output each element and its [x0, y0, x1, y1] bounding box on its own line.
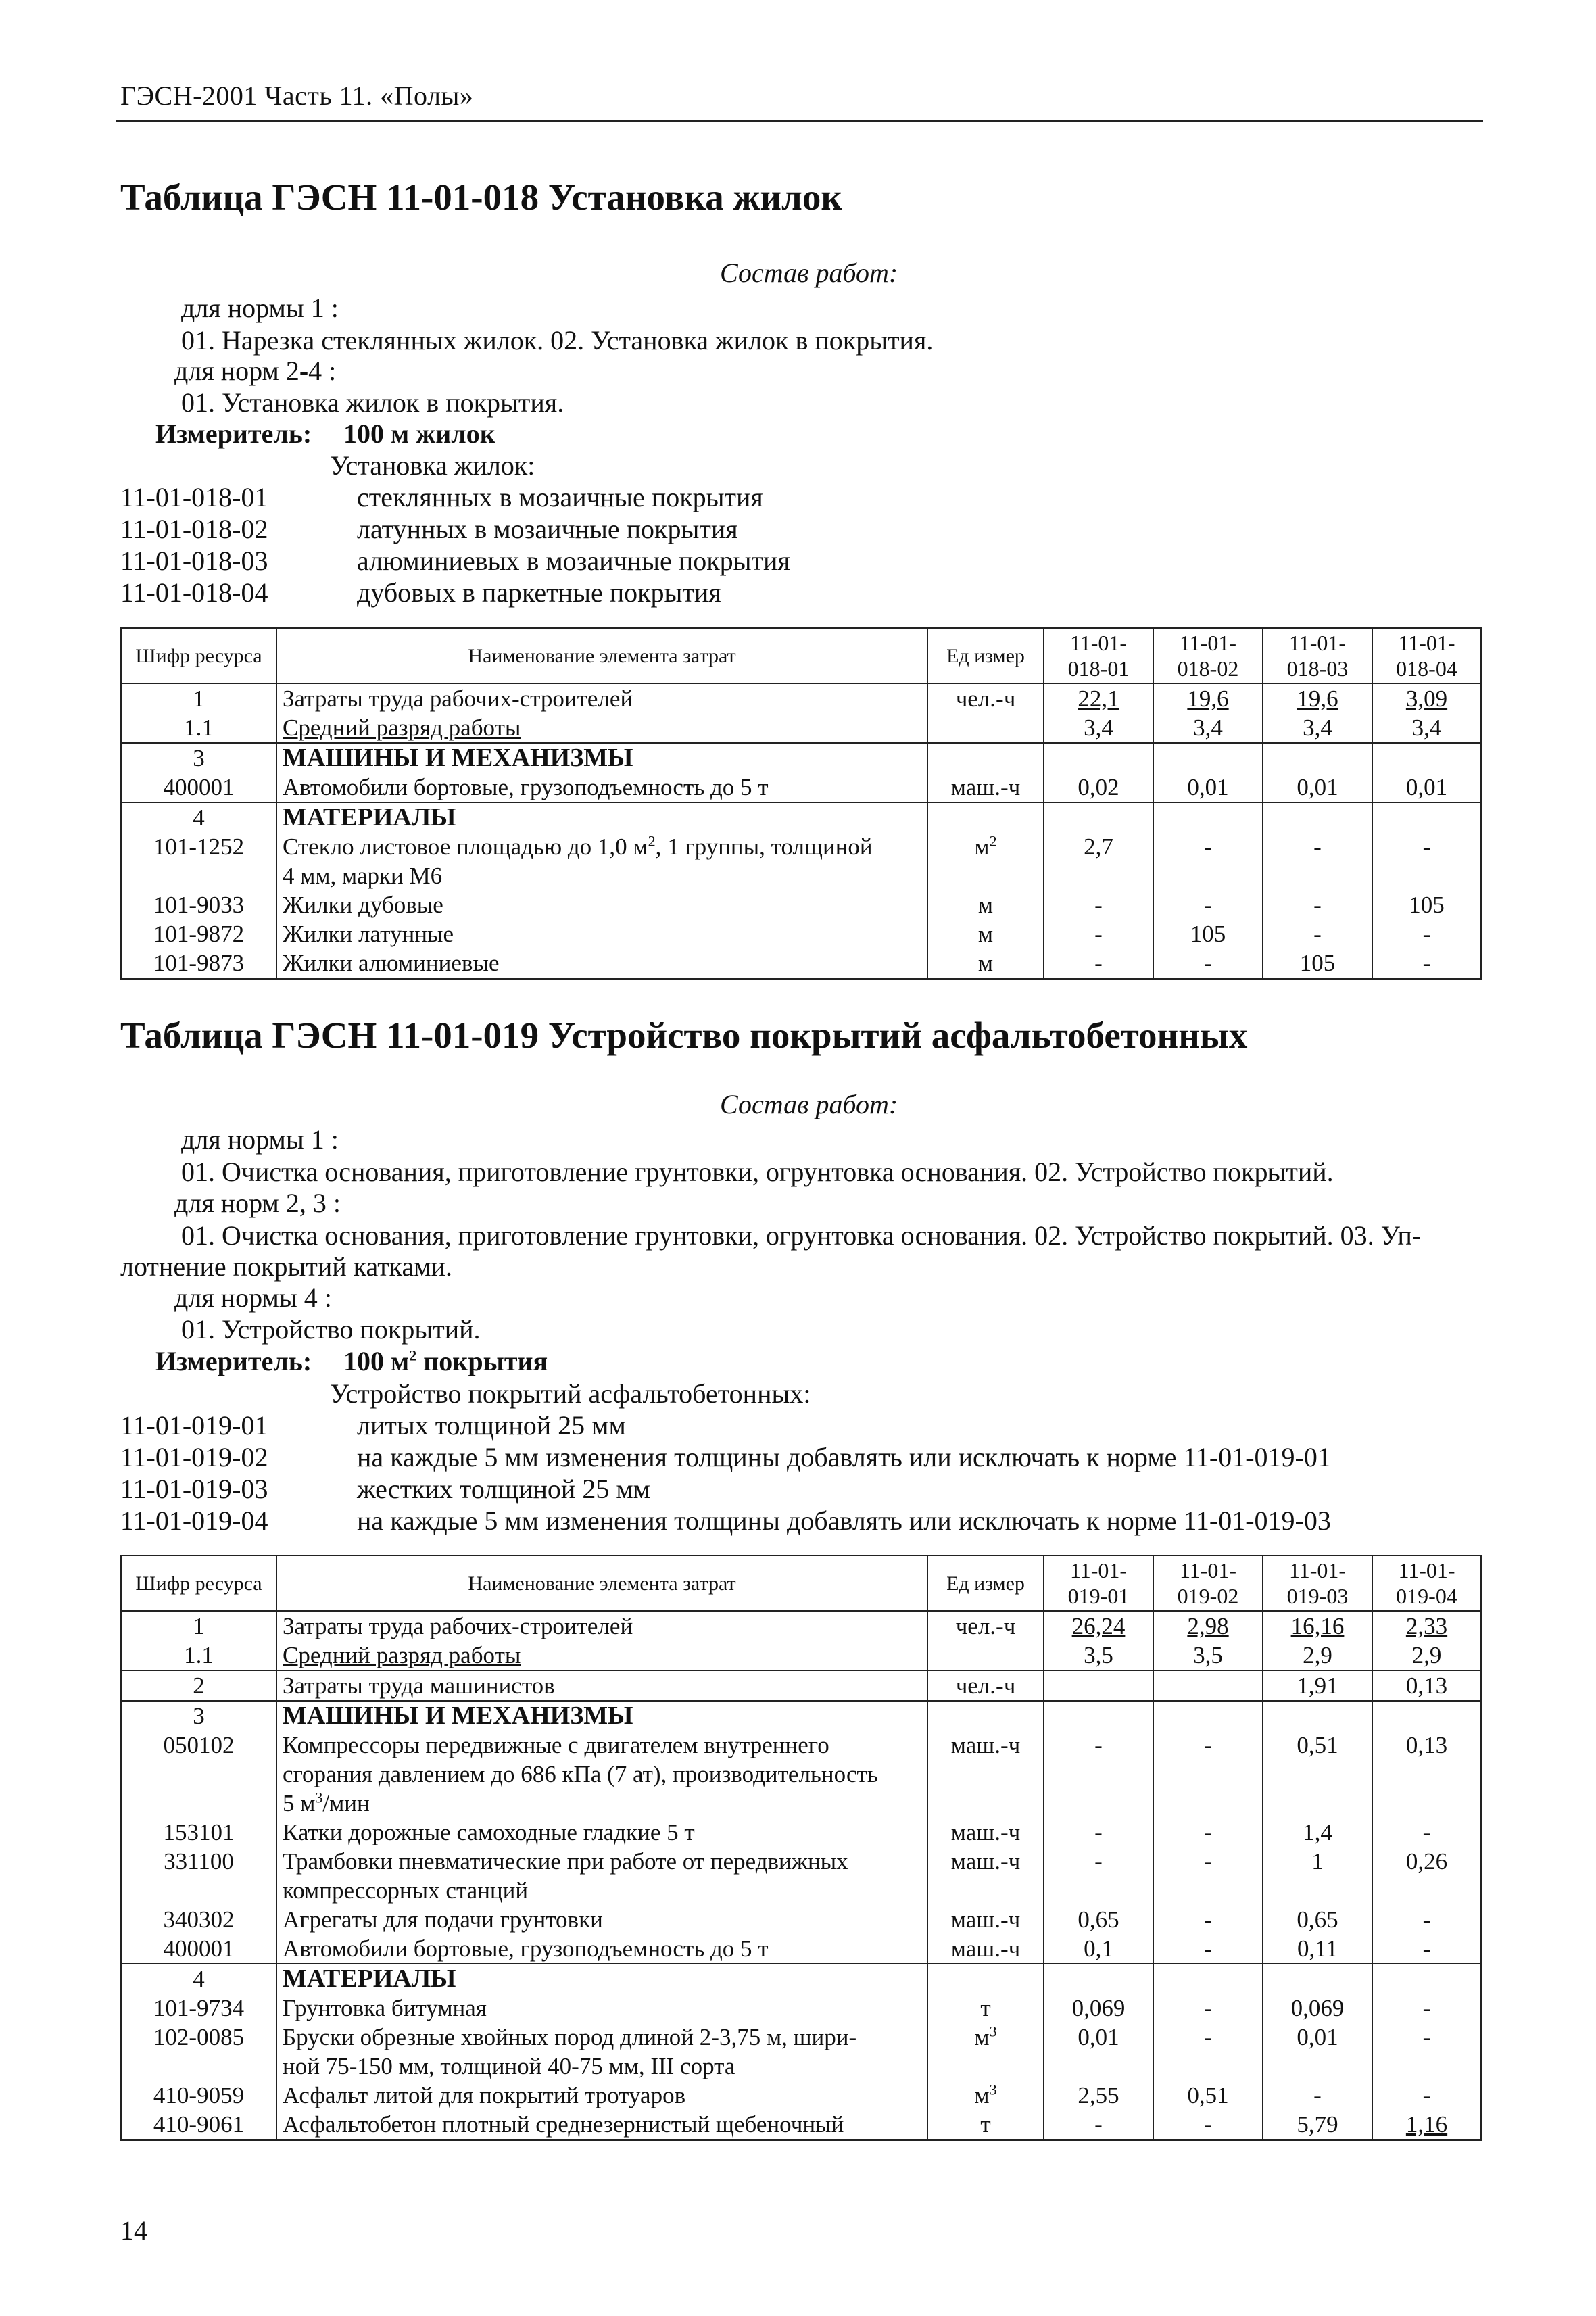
norm-label: для нормы 4 : [174, 1282, 332, 1313]
table-row: 101-9734 Грунтовка битумная т 0,069 - 0,069 - [121, 1994, 1481, 2023]
col-header-code: Шифр ресурса [121, 1555, 276, 1611]
table-row: 101-9033 Жилки дубовые м - - - 105 [121, 890, 1481, 919]
table-row: 2 Затраты труда машинистов чел.-ч 1,91 0,13 [121, 1670, 1481, 1701]
page-number: 14 [120, 2215, 147, 2246]
table-row: 410-9059 Асфальт литой для покрытий тротуаров $м^3$ 2,55 0,51 - - [121, 2081, 1481, 2110]
table-group-row: 4 МАТЕРИАЛЫ [121, 1964, 1481, 1994]
norm-code: 11-01-019-01 [120, 1410, 268, 1441]
col-header-norm: 11-01- 019-03 [1263, 1555, 1372, 1611]
norm-code: 11-01-019-04 [120, 1505, 268, 1536]
table-row: 1 Затраты труда рабочих-строителей чел.-ч 22,1 19,6 19,6 3,09 [121, 683, 1481, 713]
table-row: 400001 Автомобили бортовые, грузоподъемность до 5 т маш.-ч 0,02 0,01 0,01 0,01 [121, 773, 1481, 802]
meter-label: Измеритель: [155, 1346, 312, 1376]
header-rule [116, 120, 1483, 122]
table-row: 102-0085 Бруски обрезные хвойных пород длиной 2-3,75 м, шири- ной 75-150 мм, толщиной 40-75 мм, III сорта $м^3$ 0,01 - 0,01 - [121, 2023, 1481, 2081]
table-row: 1 Затраты труда рабочих-строителей чел.-ч 26,24 2,98 16,16 2,33 [121, 1611, 1481, 1641]
table-title-018: Таблица ГЭСН 11-01-018 Установка жилок [120, 176, 843, 218]
meter-value: 100 $м^2$ покрытия [343, 1346, 548, 1376]
table-header-row [121, 1555, 1481, 1611]
work-composition-heading: Состав работ: [720, 258, 898, 288]
table-group-row: 3 МАШИНЫ И МЕХАНИЗМЫ [121, 743, 1481, 773]
norm-description: стеклянных в мозаичные покрытия [357, 482, 763, 512]
table-title-019: Таблица ГЭСН 11-01-019 Устройство покрытий асфальтобетонных [120, 1015, 1248, 1056]
col-header-unit: Ед измер [927, 1555, 1044, 1611]
col-header-unit: Ед измер [927, 628, 1044, 683]
norm-description: на каждые 5 мм изменения толщины добавлять или исключать к норме 11-01-019-03 [357, 1505, 1331, 1536]
work-composition-heading: Состав работ: [720, 1089, 898, 1119]
table-row: 1.1 Средний разряд работы 3,4 3,4 3,4 3,4 [121, 713, 1481, 743]
norm-text: 01. Очистка основания, приготовление грунтовки, огрунтовка основания. 02. Устройство покрытий. [181, 1157, 1334, 1187]
col-header-code: Шифр ресурса [121, 628, 276, 683]
norm-text: 01. Очистка основания, приготовление грунтовки, огрунтовка основания. 02. Устройство покрытий. 03. Уп- [181, 1220, 1422, 1251]
group-caption: Установка жилок: [330, 450, 535, 481]
col-header-norm: 11-01- 018-04 [1372, 628, 1481, 683]
norm-code: 11-01-018-01 [120, 482, 268, 512]
col-header-norm: 11-01- 019-01 [1044, 1555, 1153, 1611]
norm-code: 11-01-018-04 [120, 577, 268, 608]
col-header-name: Наименование элемента затрат [276, 1555, 927, 1611]
norm-description: алюминиевых в мозаичные покрытия [357, 546, 790, 576]
table-header-row [121, 628, 1481, 683]
norm-code: 11-01-019-03 [120, 1474, 268, 1504]
resource-table-018 [120, 627, 1482, 980]
col-header-norm: 11-01- 018-03 [1263, 628, 1372, 683]
norm-text: 01. Нарезка стеклянных жилок. 02. Установка жилок в покрытия. [181, 325, 934, 356]
norm-label: для нормы 1 : [181, 1124, 339, 1155]
resource-table-019 [120, 1555, 1482, 2141]
norm-label: для норм 2-4 : [174, 356, 337, 386]
norm-text: 01. Устройство покрытий. [181, 1314, 481, 1345]
col-header-norm: 11-01- 019-04 [1372, 1555, 1481, 1611]
table-row: 101-1252 Стекло листовое площадью до 1,0 $м^2$, 1 группы, толщиной 4 мм, марки М6 $м^2$ 2,7 - - - [121, 832, 1481, 890]
table-row: 1.1 Средний разряд работы 3,5 3,5 2,9 2,9 [121, 1641, 1481, 1670]
norm-description: дубовых в паркетные покрытия [357, 577, 721, 608]
norm-text: 01. Установка жилок в покрытия. [181, 387, 564, 418]
norm-label: для нормы 1 : [181, 293, 339, 323]
table-row: 331100 Трамбовки пневматические при работе от передвижных компрессорных станций маш.-ч - - 1 0,26 [121, 1847, 1481, 1905]
col-header-name: Наименование элемента затрат [276, 628, 927, 683]
meter-label: Измеритель: [155, 418, 312, 449]
col-header-norm: 11-01- 018-02 [1153, 628, 1263, 683]
norm-description: на каждые 5 мм изменения толщины добавлять или исключать к норме 11-01-019-01 [357, 1442, 1331, 1472]
norm-code: 11-01-018-02 [120, 514, 268, 544]
table-row: 101-9872 Жилки латунные м - 105 - - [121, 919, 1481, 948]
norm-code: 11-01-019-02 [120, 1442, 268, 1472]
col-header-norm: 11-01- 018-01 [1044, 628, 1153, 683]
norm-description: литых толщиной 25 мм [357, 1410, 626, 1441]
norm-description: латунных в мозаичные покрытия [357, 514, 738, 544]
running-header: ГЭСН-2001 Часть 11. «Полы» [120, 80, 474, 111]
table-row: 400001 Автомобили бортовые, грузоподъемность до 5 т маш.-ч 0,1 - 0,11 - [121, 1934, 1481, 1964]
norm-label: для норм 2, 3 : [174, 1188, 341, 1218]
table-row: 101-9873 Жилки алюминиевые м - - 105 - [121, 948, 1481, 979]
table-row: 410-9061 Асфальтобетон плотный среднезернистый щебеночный т - - 5,79 1,16 [121, 2110, 1481, 2140]
norm-description: жестких толщиной 25 мм [357, 1474, 650, 1504]
norm-text: лотнение покрытий катками. [120, 1251, 452, 1282]
table-group-row: 4 МАТЕРИАЛЫ [121, 802, 1481, 832]
table-group-row: 3 МАШИНЫ И МЕХАНИЗМЫ [121, 1701, 1481, 1731]
table-row: 153101 Катки дорожные самоходные гладкие 5 т маш.-ч - - 1,4 - [121, 1818, 1481, 1847]
group-caption: Устройство покрытий асфальтобетонных: [330, 1378, 811, 1409]
meter-value: 100 м жилок [343, 418, 495, 449]
table-row: 050102 Компрессоры передвижные с двигателем внутреннего сгорания давлением до 686 кПа (7 ат), производительность 5 $м^3$/мин маш.-ч - - 0,51 0,13 [121, 1731, 1481, 1818]
table-row: 340302 Агрегаты для подачи грунтовки маш.-ч 0,65 - 0,65 - [121, 1905, 1481, 1934]
norm-code: 11-01-018-03 [120, 546, 268, 576]
col-header-norm: 11-01- 019-02 [1153, 1555, 1263, 1611]
